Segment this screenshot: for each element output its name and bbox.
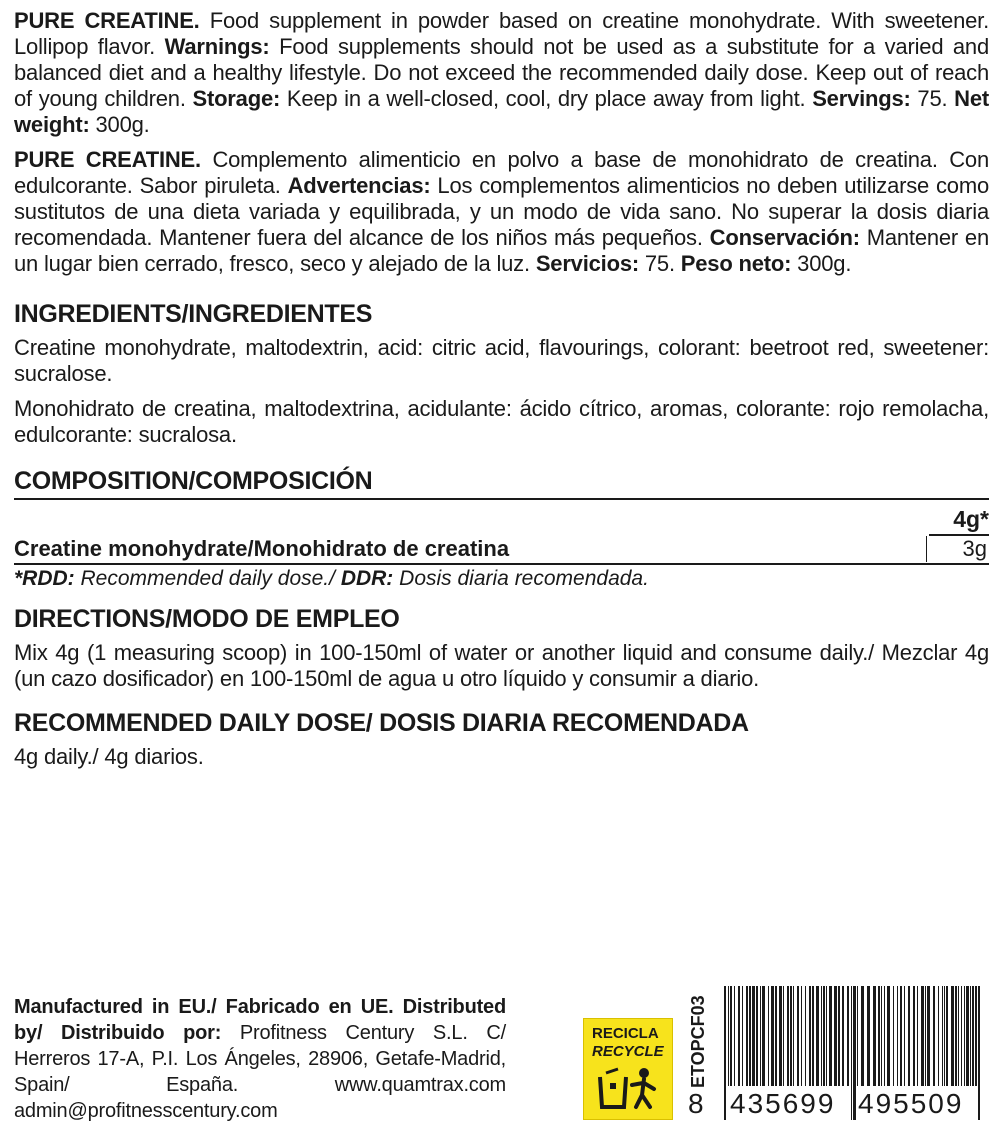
barcode-bar bbox=[793, 986, 794, 1086]
composition-divider bbox=[14, 563, 989, 565]
es-storage-text: Mantener en un lugar bien cerrado, fresco, seco y alejado de la luz. bbox=[14, 225, 989, 276]
directions-text: Mix 4g (1 measuring scoop) in 100-150ml of water or another liquid and consume daily./ Mezclar 4g (un cazo dosificador) en 100-150ml de agua u otro líquido y consumir a diario. bbox=[14, 640, 989, 691]
barcode-bar bbox=[838, 986, 840, 1086]
label-content bbox=[14, 8, 989, 770]
barcode-bar bbox=[779, 986, 782, 1086]
barcode-bar bbox=[958, 986, 959, 1086]
manufacturer-bold: Manufactured in EU./ Fabricado en UE. Distributed by/ Distribuido por: bbox=[14, 996, 506, 1044]
en-storage-text: Keep in a well-closed, cool, dry place away from light. bbox=[280, 86, 813, 111]
es-description: Complemento alimenticio en polvo a base de monohidrato de creatina. Con edulcorante. Sabor piruleta. bbox=[14, 147, 989, 198]
ddr-label: DDR: bbox=[340, 567, 394, 590]
barcode-bar bbox=[730, 986, 732, 1086]
barcode-bar bbox=[925, 986, 926, 1086]
es-servings-label: Servicios: bbox=[535, 251, 639, 276]
composition-header bbox=[14, 466, 989, 500]
barcode-bar bbox=[972, 986, 974, 1086]
es-intro-paragraph bbox=[14, 147, 989, 277]
rdd-label: *RDD: bbox=[14, 567, 75, 590]
en-warnings-label: Warnings: bbox=[164, 34, 270, 59]
barcode-bar bbox=[816, 986, 819, 1086]
directions-title: DIRECTIONS/MODO DE EMPLEO bbox=[14, 605, 400, 633]
ingredients-en: Creatine monohydrate, maltodextrin, acid: citric acid, flavourings, colorant: beetroot red, sweetener: sucralose. bbox=[14, 335, 989, 386]
barcode-bar bbox=[783, 986, 784, 1086]
es-product-name: PURE CREATINE. bbox=[14, 147, 201, 172]
barcode-bar bbox=[964, 986, 965, 1086]
barcode-bar bbox=[873, 986, 876, 1086]
rdd-note bbox=[14, 566, 989, 592]
barcode-bar bbox=[900, 986, 902, 1086]
barcode-bar bbox=[823, 986, 825, 1086]
barcode-bar bbox=[842, 986, 844, 1086]
barcode-bar bbox=[867, 986, 870, 1086]
barcode-digits bbox=[688, 1086, 988, 1120]
barcode-bar bbox=[961, 986, 962, 1086]
barcode-group-2: 495509 bbox=[858, 1088, 964, 1119]
barcode-bar bbox=[756, 986, 758, 1086]
es-servings-value: 75. bbox=[638, 251, 681, 276]
barcode-bar bbox=[829, 986, 832, 1086]
composition-row-label: Creatine monohydrate/Monohidrato de creatina bbox=[14, 536, 510, 561]
en-intro-paragraph bbox=[14, 8, 989, 138]
barcode-bar bbox=[738, 986, 740, 1086]
barcode-bar bbox=[904, 986, 905, 1086]
barcode-bar bbox=[742, 986, 743, 1086]
barcode-bar bbox=[946, 986, 948, 1086]
barcode-bar bbox=[938, 986, 939, 1086]
recycle-label-es: RECICLA bbox=[592, 1025, 659, 1042]
daily-dose-text: 4g daily./ 4g diarios. bbox=[14, 744, 204, 769]
barcode-bar bbox=[762, 986, 765, 1086]
barcode-bar bbox=[917, 986, 918, 1086]
rdd-text: Recommended daily dose./ bbox=[74, 567, 341, 590]
recycle-label-en: RECYCLE bbox=[592, 1043, 664, 1060]
barcode-bar bbox=[921, 986, 924, 1086]
barcode-bar bbox=[749, 986, 751, 1086]
barcode-bar bbox=[768, 986, 769, 1086]
barcode-bar bbox=[861, 986, 864, 1086]
barcode-bar bbox=[834, 986, 837, 1086]
lot-code-text: ETOPCF03 bbox=[688, 995, 708, 1088]
barcode-bar bbox=[821, 986, 822, 1086]
en-storage-label: Storage: bbox=[192, 86, 281, 111]
barcode-bar bbox=[927, 986, 930, 1086]
barcode-bar bbox=[893, 986, 894, 1086]
es-warnings-text: Los complementos alimenticios no deben utilizarse como sustitutos de una dieta variada y equilibrada, y un modo de vida sano. No superar la dosis diaria recomendada. Mantener fuera del alcance de los niños más pequeños. bbox=[14, 173, 989, 250]
es-net-weight-label: Peso neto: bbox=[680, 251, 792, 276]
barcode-bar bbox=[955, 986, 957, 1086]
composition-row-value: 3g bbox=[926, 536, 989, 562]
en-servings-value: 75. bbox=[910, 86, 955, 111]
en-product-name: PURE CREATINE. bbox=[14, 8, 200, 33]
en-net-weight-value: 300g. bbox=[89, 112, 150, 137]
barcode-bar bbox=[775, 986, 777, 1086]
composition-table bbox=[14, 500, 989, 564]
barcode-bar bbox=[913, 986, 915, 1086]
en-warnings-text: Food supplements should not be used as a substitute for a varied and balanced diet and a healthy lifestyle. Do not exceed the recommended daily dose. Keep out of reach of young children. bbox=[14, 34, 989, 111]
barcode-bar bbox=[933, 986, 935, 1086]
composition-column-header: 4g* bbox=[929, 506, 989, 536]
barcode-bar bbox=[805, 986, 806, 1086]
barcode-bar bbox=[752, 986, 755, 1086]
barcode-bar bbox=[734, 986, 735, 1086]
es-net-weight-value: 300g. bbox=[791, 251, 852, 276]
barcode-bar bbox=[857, 986, 858, 1086]
barcode-bar bbox=[760, 986, 761, 1086]
barcode-bar bbox=[881, 986, 882, 1086]
barcode-bar bbox=[970, 986, 971, 1086]
barcode-bar bbox=[809, 986, 811, 1086]
barcode-bar bbox=[847, 986, 849, 1086]
barcode-bar bbox=[812, 986, 814, 1086]
barcode-bar bbox=[746, 986, 748, 1086]
recycle-bin-icon bbox=[596, 1067, 660, 1111]
ddr-text: Dosis diaria recomendada. bbox=[393, 567, 649, 590]
barcode-bar bbox=[884, 986, 885, 1086]
en-net-weight-label: Net weight: bbox=[14, 86, 989, 137]
barcode-bar bbox=[878, 986, 880, 1086]
barcode-bar bbox=[801, 986, 802, 1086]
recycle-badge bbox=[583, 1018, 673, 1120]
ingredients-es: Monohidrato de creatina, maltodextrina, acidulante: ácido cítrico, aromas, colorante: rojo remolacha, edulcorante: sucralosa. bbox=[14, 396, 989, 447]
barcode-bar bbox=[944, 986, 945, 1086]
barcode-bar bbox=[951, 986, 954, 1086]
barcode-bar bbox=[790, 986, 792, 1086]
en-servings-label: Servings: bbox=[812, 86, 911, 111]
barcode-bar bbox=[966, 986, 969, 1086]
barcode-bar bbox=[897, 986, 898, 1086]
ingredients-title: INGREDIENTS/INGREDIENTES bbox=[14, 300, 373, 328]
manufacturer-address: Profitness Century S.L. C/ Herreros 17-A, P.I. Los Ángeles, 28906, Getafe-Madrid, Spain/ España. www.quamtrax.com admin@profitnesscentury.com bbox=[14, 1022, 506, 1122]
barcode-bar bbox=[908, 986, 910, 1086]
barcode-lead-digit: 8 bbox=[688, 1088, 704, 1119]
barcode-bar bbox=[728, 986, 729, 1086]
barcode-bar bbox=[887, 986, 890, 1086]
barcode-bar bbox=[975, 986, 977, 1086]
barcode-bar bbox=[826, 986, 827, 1086]
composition-title: COMPOSITION/COMPOSICIÓN bbox=[14, 467, 373, 495]
en-description: Food supplement in powder based on creatine monohydrate. With sweetener. Lollipop flavor. bbox=[14, 8, 989, 59]
barcode-bar bbox=[797, 986, 799, 1086]
barcode-bar bbox=[787, 986, 789, 1086]
manufacturer-info bbox=[14, 994, 506, 1124]
barcode-bar bbox=[771, 986, 774, 1086]
es-storage-label: Conservación: bbox=[709, 225, 860, 250]
barcode-bar bbox=[942, 986, 943, 1086]
daily-dose-title: RECOMMENDED DAILY DOSE/ DOSIS DIARIA RECOMENDADA bbox=[14, 709, 749, 737]
es-warnings-label: Advertencias: bbox=[287, 173, 431, 198]
barcode-group-1: 435699 bbox=[730, 1088, 836, 1119]
